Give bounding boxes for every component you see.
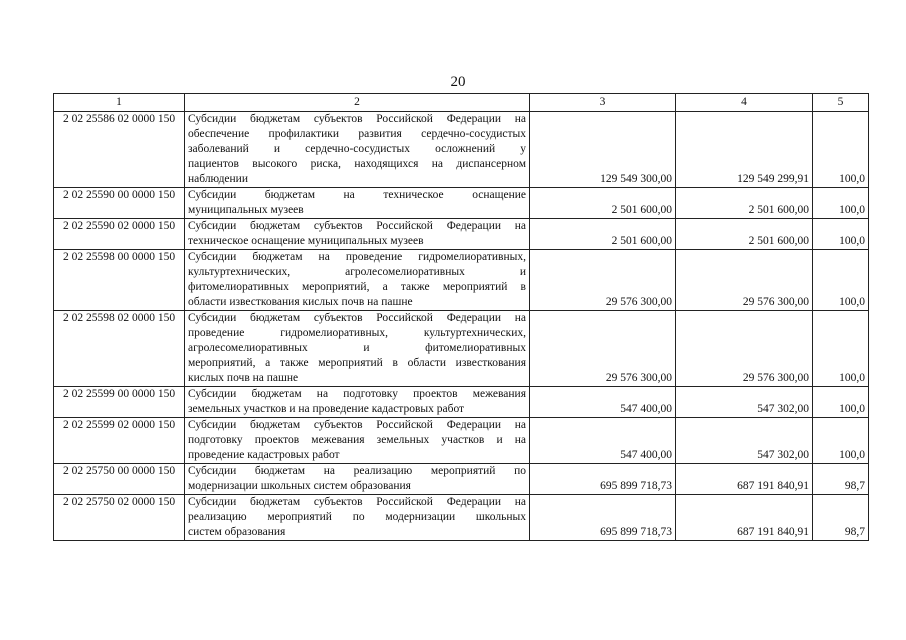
description-line: Субсидии бюджетам субъектов Российской Федерации на — [188, 496, 526, 508]
description-line: подготовку проектов межевания земельных участков и на — [188, 434, 526, 446]
description-line: проведение гидромелиоративных, культуртехнических, — [188, 327, 526, 339]
actual-amount: 687 191 840,91 — [676, 464, 813, 495]
income-description — [185, 387, 530, 418]
budget-code: 2 02 25590 02 0000 150 — [54, 219, 185, 250]
income-description — [185, 188, 530, 219]
execution-percent: 98,7 — [813, 464, 869, 495]
planned-amount: 547 400,00 — [530, 387, 676, 418]
column-header-3: 3 — [530, 94, 676, 112]
description-line: пациентов высокого риска, находящихся на диспансерном — [188, 158, 526, 170]
execution-percent: 100,0 — [813, 112, 869, 188]
actual-amount: 29 576 300,00 — [676, 250, 813, 311]
header-row — [54, 94, 869, 112]
description-line: Субсидии бюджетам субъектов Российской Федерации на — [188, 419, 526, 431]
actual-amount: 2 501 600,00 — [676, 219, 813, 250]
description-line: Субсидии бюджетам на проведение гидромелиоративных, — [188, 251, 526, 263]
actual-amount: 547 302,00 — [676, 387, 813, 418]
planned-amount: 129 549 300,00 — [530, 112, 676, 188]
income-description — [185, 112, 530, 188]
description-line: фитомелиоративных мероприятий, а также мероприятий в — [188, 281, 526, 293]
budget-code: 2 02 25750 00 0000 150 — [54, 464, 185, 495]
description-line: реализацию мероприятий по модернизации школьных — [188, 511, 526, 523]
description-line: наблюдении — [188, 173, 248, 185]
table-row — [54, 219, 869, 250]
execution-percent: 100,0 — [813, 250, 869, 311]
description-line: мероприятий, а также мероприятий в области известкования — [188, 357, 526, 369]
execution-percent: 100,0 — [813, 188, 869, 219]
budget-code: 2 02 25750 02 0000 150 — [54, 495, 185, 541]
execution-percent: 100,0 — [813, 387, 869, 418]
table-row — [54, 250, 869, 311]
table-row — [54, 112, 869, 188]
column-header-1: 1 — [54, 94, 185, 112]
income-description — [185, 495, 530, 541]
table-body — [54, 112, 869, 541]
description-line: заболеваний и сердечно-сосудистых осложнений у — [188, 143, 526, 155]
budget-code: 2 02 25598 00 0000 150 — [54, 250, 185, 311]
execution-percent: 98,7 — [813, 495, 869, 541]
description-line: Субсидии бюджетам субъектов Российской Федерации на — [188, 113, 526, 125]
table-row — [54, 464, 869, 495]
budget-code: 2 02 25586 02 0000 150 — [54, 112, 185, 188]
description-line: модернизации школьных систем образования — [188, 480, 411, 492]
table-row — [54, 387, 869, 418]
column-header-5: 5 — [813, 94, 869, 112]
income-description — [185, 418, 530, 464]
actual-amount: 29 576 300,00 — [676, 311, 813, 387]
actual-amount: 547 302,00 — [676, 418, 813, 464]
actual-amount: 687 191 840,91 — [676, 495, 813, 541]
table-row — [54, 188, 869, 219]
description-line: Субсидии бюджетам на техническое оснащение — [188, 189, 526, 201]
planned-amount: 695 899 718,73 — [530, 464, 676, 495]
description-line: проведение кадастровых работ — [188, 449, 340, 461]
income-description — [185, 311, 530, 387]
description-line: области известкования кислых почв на пашне — [188, 296, 413, 308]
planned-amount: 547 400,00 — [530, 418, 676, 464]
actual-amount: 2 501 600,00 — [676, 188, 813, 219]
budget-code: 2 02 25598 02 0000 150 — [54, 311, 185, 387]
planned-amount: 29 576 300,00 — [530, 311, 676, 387]
budget-code: 2 02 25599 02 0000 150 — [54, 418, 185, 464]
actual-amount: 129 549 299,91 — [676, 112, 813, 188]
table-row — [54, 495, 869, 541]
page-number: 20 — [450, 74, 466, 90]
execution-percent: 100,0 — [813, 311, 869, 387]
execution-percent: 100,0 — [813, 418, 869, 464]
description-line: Субсидии бюджетам субъектов Российской Федерации на — [188, 312, 526, 324]
budget-code: 2 02 25599 00 0000 150 — [54, 387, 185, 418]
description-line: систем образования — [188, 526, 286, 538]
column-header-2: 2 — [185, 94, 530, 112]
table-row — [54, 418, 869, 464]
income-description — [185, 219, 530, 250]
budget-code: 2 02 25590 00 0000 150 — [54, 188, 185, 219]
planned-amount: 2 501 600,00 — [530, 188, 676, 219]
description-line: Субсидии бюджетам субъектов Российской Федерации на — [188, 220, 526, 232]
description-line: агролесомелиоративных и фитомелиоративных — [188, 342, 526, 354]
planned-amount: 695 899 718,73 — [530, 495, 676, 541]
description-line: муниципальных музеев — [188, 204, 304, 216]
budget-table — [53, 93, 869, 541]
description-line: техническое оснащение муниципальных музеев — [188, 235, 424, 247]
description-line: кислых почв на пашне — [188, 372, 299, 384]
description-line: культуртехнических, агролесомелиоративных и — [188, 266, 526, 278]
execution-percent: 100,0 — [813, 219, 869, 250]
table-row — [54, 311, 869, 387]
planned-amount: 2 501 600,00 — [530, 219, 676, 250]
description-line: обеспечение профилактики развития сердечно-сосудистых — [188, 128, 526, 140]
income-description — [185, 464, 530, 495]
description-line: Субсидии бюджетам на подготовку проектов межевания — [188, 388, 526, 400]
column-header-4: 4 — [676, 94, 813, 112]
income-description — [185, 250, 530, 311]
description-line: Субсидии бюджетам на реализацию мероприятий по — [188, 465, 526, 477]
planned-amount: 29 576 300,00 — [530, 250, 676, 311]
description-line: земельных участков и на проведение кадастровых работ — [188, 403, 465, 415]
